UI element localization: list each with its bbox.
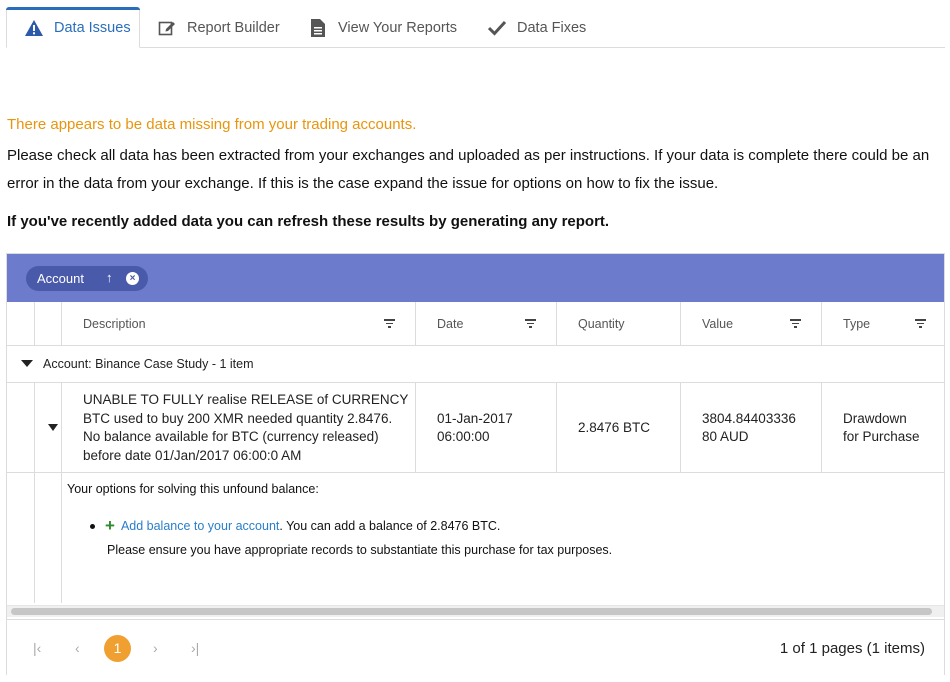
page-number-button[interactable]: 1 [104,635,131,662]
cell-quantity [557,383,681,473]
header-label: Quantity [578,317,625,331]
tab-bar [6,7,945,48]
option-text: . You can add a balance of 2.8476 BTC. [279,519,501,533]
date-line: 01-Jan-2017 [437,410,513,426]
row-spacer [7,383,35,473]
detail-panel [61,473,946,603]
header-label: Description [83,317,146,331]
issues-grid [6,253,945,675]
value-line: 3804.84403336 [702,410,796,426]
group-row-label: Account: Binance Case Study - 1 item [43,357,254,371]
tab-report-builder[interactable] [157,7,280,48]
group-panel [7,254,944,302]
tab-data-issues[interactable] [6,7,140,48]
quantity-value: 2.8476 BTC [578,420,651,435]
scrollbar-thumb[interactable] [11,608,932,615]
tab-data-fixes[interactable] [487,7,586,48]
plus-icon: + [105,516,115,535]
type-line: Drawdown [843,410,907,426]
header-label: Value [702,317,734,331]
document-icon [308,18,328,38]
tab-label: View Your Reports [338,19,458,36]
cell-value [681,383,822,473]
prev-page-icon[interactable]: ‹ [75,640,80,656]
cell-type [822,383,946,473]
tab-view-your-reports[interactable] [308,7,457,48]
add-balance-link[interactable]: Add balance to your account [120,519,280,533]
description-line: before date 01/Jan/2017 06:00:0 AM [83,447,302,463]
header-label: Type [843,317,871,331]
first-page-icon[interactable]: |‹ [33,640,42,656]
value-line: 80 AUD [702,429,749,444]
tab-label: Report Builder [187,19,280,36]
table-row[interactable] [7,383,944,473]
missing-data-warning: There appears to be data missing from your trading accounts. [7,116,417,133]
horizontal-scrollbar[interactable] [7,605,944,617]
header-spacer [7,302,35,346]
collapse-icon[interactable] [21,360,33,367]
description-line: BTC used to buy 200 XMR needed quantity 2.8476. [83,410,393,426]
description-line: UNABLE TO FULLY realise RELEASE of CURRENCY [83,392,409,407]
header-expand-col [35,302,62,346]
group-row-account[interactable] [7,346,944,383]
header-value[interactable] [681,302,822,346]
time-line: 06:00:00 [437,429,490,444]
tab-label: Data Issues [54,19,131,36]
option-subtext: Please ensure you have appropriate records to substantiate this purchase for tax purposes. [107,543,613,557]
header-quantity[interactable] [557,302,681,346]
header-date[interactable] [416,302,557,346]
pager-info: 1 of 1 pages (1 items) [779,640,925,657]
refresh-note: If you've recently added data you can refresh these results by generating any report. [7,213,610,230]
header-type[interactable] [822,302,946,346]
check-icon [487,18,507,38]
option-item [90,516,501,535]
filter-icon[interactable] [524,319,536,328]
filter-icon[interactable] [383,319,395,328]
grid-header [7,302,944,346]
tab-label: Data Fixes [517,19,587,36]
detail-title: Your options for solving this unfound balance: [67,482,319,496]
detail-gutter [34,473,35,603]
sort-ascending-icon[interactable]: ↑ [106,270,113,285]
header-label: Date [437,317,464,331]
instructions-text: Please check all data has been extracted from your exchanges and uploaded as per instructions. If your data is complete there could be an error in the data from your exchange. If this is the case expand the issue for options on how to fix the issue. [7,147,930,192]
warning-icon [24,18,44,38]
cell-description [62,383,416,473]
remove-group-icon[interactable]: × [126,272,139,285]
group-chip-account[interactable] [26,266,148,291]
description-line: No balance available for BTC (currency released) [83,429,379,444]
bullet [90,524,95,529]
header-description[interactable] [62,302,416,346]
last-page-icon[interactable]: ›| [191,640,200,656]
filter-icon[interactable] [789,319,801,328]
filter-icon[interactable] [914,319,926,328]
group-chip-label: Account [37,271,84,286]
expand-row-icon[interactable] [48,424,58,431]
edit-icon [157,18,177,38]
pager [7,619,944,676]
cell-date [416,383,557,473]
next-page-icon[interactable]: › [153,640,158,656]
type-line: for Purchase [843,429,920,444]
